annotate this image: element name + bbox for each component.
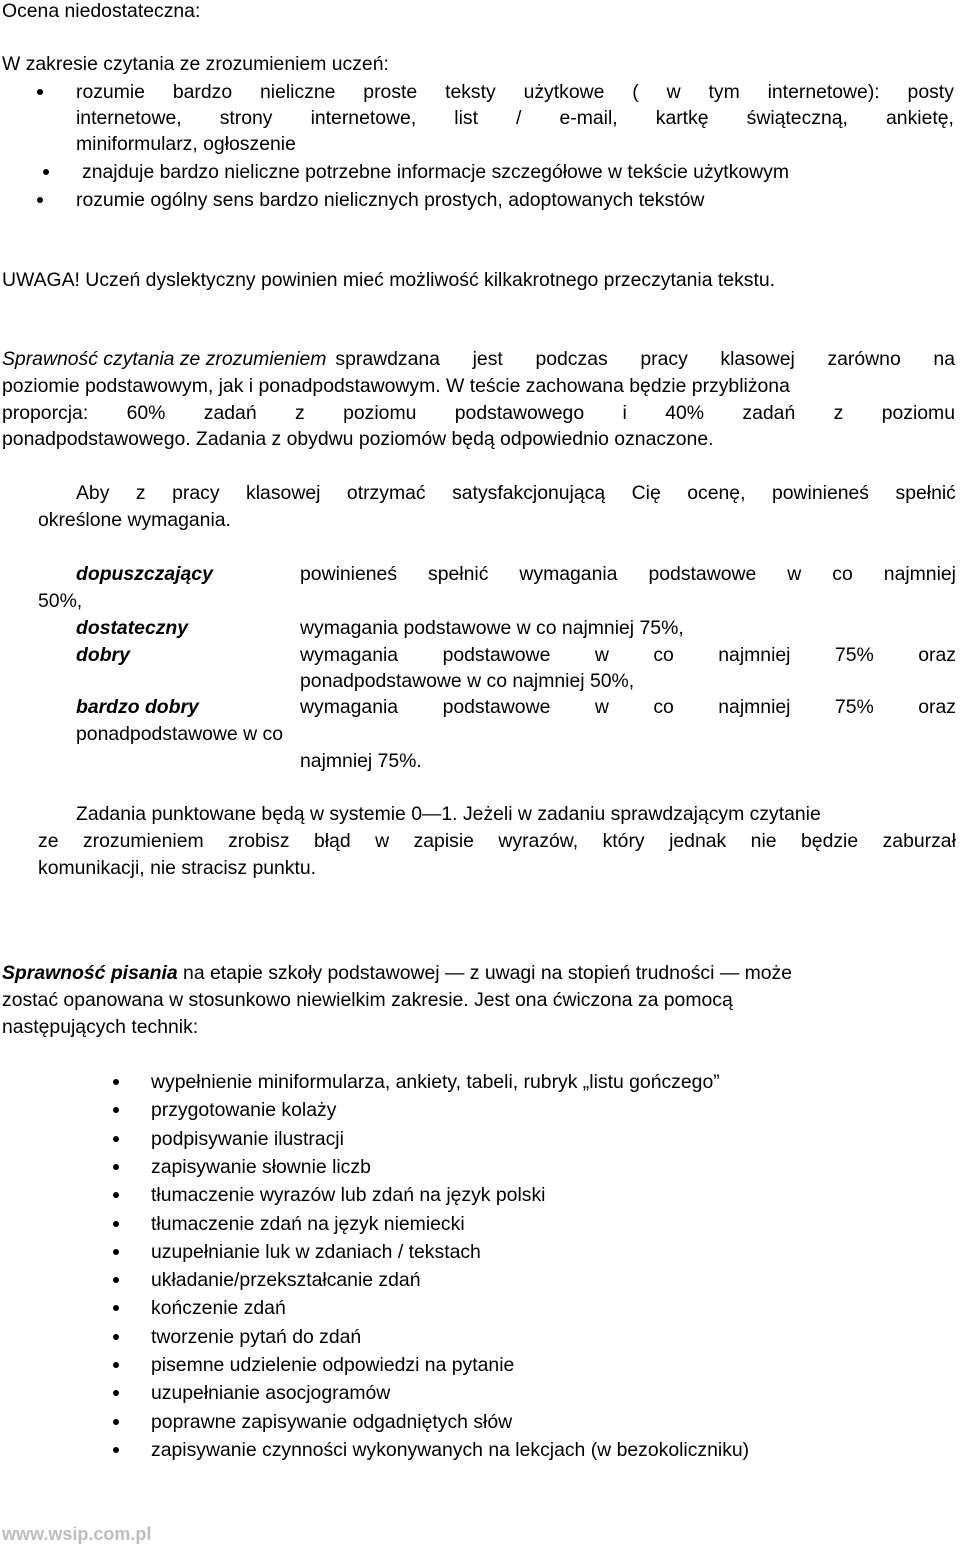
word: podczas	[535, 348, 608, 370]
word: podstawowe	[442, 644, 551, 666]
assessment-line-4: ponadpodstawowego. Zadania z obydwu poziomów będą odpowiednio oznaczone.	[2, 428, 714, 450]
word: w	[375, 830, 390, 852]
word: co	[832, 563, 853, 585]
word: pracy	[172, 482, 220, 504]
word: nieliczne	[259, 81, 336, 103]
grade-label-dopuszczajacy: dopuszczający	[76, 563, 213, 585]
word: wyrazów,	[498, 830, 579, 852]
section-heading: Ocena niedostateczna:	[2, 0, 201, 22]
word: internetowe,	[310, 107, 417, 129]
grade-desc-dobry-cont: ponadpodstawowe w co najmniej 50%,	[300, 670, 635, 692]
word: najmniej	[718, 644, 791, 666]
word: (	[632, 81, 639, 103]
writing-bold-italic-phrase: Sprawność pisania	[2, 962, 178, 984]
assessment-line-3	[2, 404, 955, 423]
word: wymagania	[519, 563, 618, 585]
word: zarówno	[827, 348, 901, 370]
scoring-line-3: komunikacji, nie stracisz punktu.	[38, 857, 317, 879]
assessment-line-1	[2, 350, 955, 369]
word: 75%	[834, 696, 874, 718]
word: podstawowego	[454, 402, 585, 424]
word: list	[454, 107, 478, 129]
word: sprawdzana	[335, 348, 440, 370]
word: internetowe,	[76, 107, 182, 129]
word: proste	[363, 81, 418, 103]
word: posty	[907, 81, 954, 103]
word: podstawowe	[442, 696, 551, 718]
technique-item: wypełnienie miniformularza, ankiety, tabeli, rubryk „listu gończego”	[151, 1071, 720, 1093]
technique-item: uzupełnianie luk w zdaniach / tekstach	[151, 1240, 481, 1263]
word: 60%	[126, 402, 166, 424]
word: zadań	[742, 402, 796, 424]
word: proporcja:	[2, 402, 89, 424]
word: wymagania	[300, 696, 399, 718]
reading-bullet-2: znajduje bardzo nieliczne potrzebne informacje szczegółowe w tekście użytkowym	[82, 161, 790, 183]
assessment-line-1-rest	[335, 350, 955, 369]
reading-bullet-3: rozumie ogólny sens bardzo nielicznych prostych, adoptowanych tekstów	[76, 189, 705, 211]
footer-url: www.wsip.com.pl	[2, 1524, 152, 1544]
word: teksty	[445, 81, 496, 103]
word: klasowej	[720, 348, 795, 370]
technique-item: zapisywanie czynności wykonywanych na lekcjach (w bezokoliczniku)	[151, 1438, 750, 1461]
word: wymagania	[300, 644, 399, 666]
word: nie	[750, 830, 777, 852]
word: pracy	[640, 348, 688, 370]
word: ze	[38, 830, 59, 852]
word: z	[295, 402, 305, 424]
word: powinieneś	[771, 482, 870, 504]
word: bardzo	[172, 81, 233, 103]
technique-item: zapisywanie słownie liczb	[151, 1155, 371, 1178]
word: otrzymać	[346, 482, 426, 504]
technique-item: tłumaczenie zdań na język niemiecki	[151, 1212, 465, 1235]
word: świąteczną,	[746, 107, 848, 129]
word: w	[594, 696, 609, 718]
scoring-line-2	[38, 832, 956, 851]
word: ankietę,	[886, 107, 954, 129]
reading-bullet-1-line-2	[76, 109, 954, 128]
word: oraz	[918, 644, 956, 666]
word: e-mail,	[559, 107, 618, 129]
grade-label-dobry: dobry	[76, 644, 130, 666]
reading-bullet-1-line-3: miniformularz, ogłoszenie	[76, 133, 296, 155]
word: z	[135, 482, 146, 504]
warning-note: UWAGA! Uczeń dyslektyczny powinien mieć możliwość kilkakrotnego przeczytania tekstu.	[2, 269, 776, 291]
word: co	[653, 696, 674, 718]
word: jest	[472, 348, 503, 370]
word: w	[594, 644, 609, 666]
grade-desc-bardzo-dobry-cont-2: najmniej 75%.	[300, 750, 422, 772]
word: jednak	[669, 830, 727, 852]
word: internetowe):	[767, 81, 880, 103]
technique-item: przygotowanie kolaży	[151, 1099, 337, 1122]
word: będzie	[801, 830, 859, 852]
word: podstawowe	[648, 563, 757, 585]
reading-intro: W zakresie czytania ze zrozumieniem uczeń:	[2, 53, 389, 75]
grade-desc-dopuszczajacy	[300, 565, 956, 584]
word: zadań	[203, 402, 257, 424]
word: spełnić	[895, 482, 956, 504]
word: zrozumieniem	[82, 830, 204, 852]
word: użytkowe	[523, 81, 605, 103]
word: satysfakcjonującą	[452, 482, 606, 504]
word: tym	[708, 81, 740, 103]
grade-desc-dostateczny: wymagania podstawowe w co najmniej 75%,	[300, 617, 684, 639]
word: Cię	[631, 482, 661, 504]
assessment-italic-phrase: Sprawność czytania ze zrozumieniem	[2, 348, 327, 370]
technique-item: poprawne zapisywanie odgadniętych słów	[151, 1410, 513, 1433]
writing-line-1	[2, 964, 792, 983]
grade-label-bardzo-dobry: bardzo dobry	[76, 696, 199, 718]
word: zrobisz	[228, 830, 290, 852]
technique-item: tłumaczenie wyrazów lub zdań na język polski	[151, 1184, 546, 1207]
word: /	[516, 107, 522, 129]
word: co	[653, 644, 674, 666]
word: ocenę,	[687, 482, 746, 504]
word: powinieneś	[300, 563, 398, 585]
technique-item: pisemne udzielenie odpowiedzi na pytanie	[151, 1354, 515, 1376]
grade-desc-dobry	[300, 646, 956, 665]
word: i	[622, 402, 627, 424]
word: z	[833, 402, 844, 424]
reading-bullet-1-line-1	[76, 83, 954, 102]
word: oraz	[918, 696, 956, 718]
technique-item: tworzenie pytań do zdań	[151, 1325, 362, 1348]
assessment-line-2: poziomie podstawowym, jak i ponadpodstawowym. W teście zachowana będzie przybliżona	[2, 375, 790, 397]
writing-line-2: zostać opanowana w stosunkowo niewielkim zakresie. Jest ona ćwiczona za pomocą	[2, 989, 733, 1011]
word: najmniej	[718, 696, 791, 718]
assessment-para-2-line-1	[76, 484, 956, 503]
word: strony	[219, 107, 273, 129]
word: zaburzał	[882, 830, 956, 852]
scoring-line-1: Zadania punktowane będą w systemie 0—1. Jeżeli w zadaniu sprawdzającym czytanie	[76, 803, 821, 825]
writing-line-1-rest: na etapie szkoły podstawowej — z uwagi na stopień trudności — może	[177, 962, 793, 984]
word: najmniej	[883, 563, 956, 585]
technique-item: kończenie zdań	[151, 1297, 286, 1320]
word: poziomu	[343, 402, 417, 424]
technique-item: układanie/przekształcanie zdań	[151, 1269, 421, 1292]
grade-desc-bardzo-dobry	[300, 698, 956, 717]
writing-line-3: następujących technik:	[2, 1016, 199, 1038]
word: na	[933, 348, 955, 370]
word: kartkę	[655, 107, 709, 129]
word: klasowej	[246, 482, 321, 504]
word: spełnić	[428, 563, 489, 585]
grade-desc-bardzo-dobry-cont-1: ponadpodstawowe w co	[76, 723, 283, 745]
word: 75%	[834, 644, 874, 666]
word: Aby	[76, 482, 110, 504]
word: błąd	[313, 830, 351, 852]
technique-item: podpisywanie ilustracji	[151, 1127, 344, 1150]
grade-label-dostateczny: dostateczny	[76, 617, 189, 639]
technique-item: uzupełnianie asocjogramów	[151, 1382, 391, 1405]
word: w	[666, 81, 681, 103]
word: poziomu	[881, 402, 955, 424]
grade-desc-dopuszczajacy-cont: 50%,	[38, 590, 83, 612]
word: rozumie	[76, 81, 145, 103]
word: zapisie	[413, 830, 474, 852]
word: 40%	[665, 402, 705, 424]
word: w	[787, 563, 802, 585]
word: który	[602, 830, 645, 852]
assessment-para-2-line-2: określone wymagania.	[38, 509, 231, 531]
